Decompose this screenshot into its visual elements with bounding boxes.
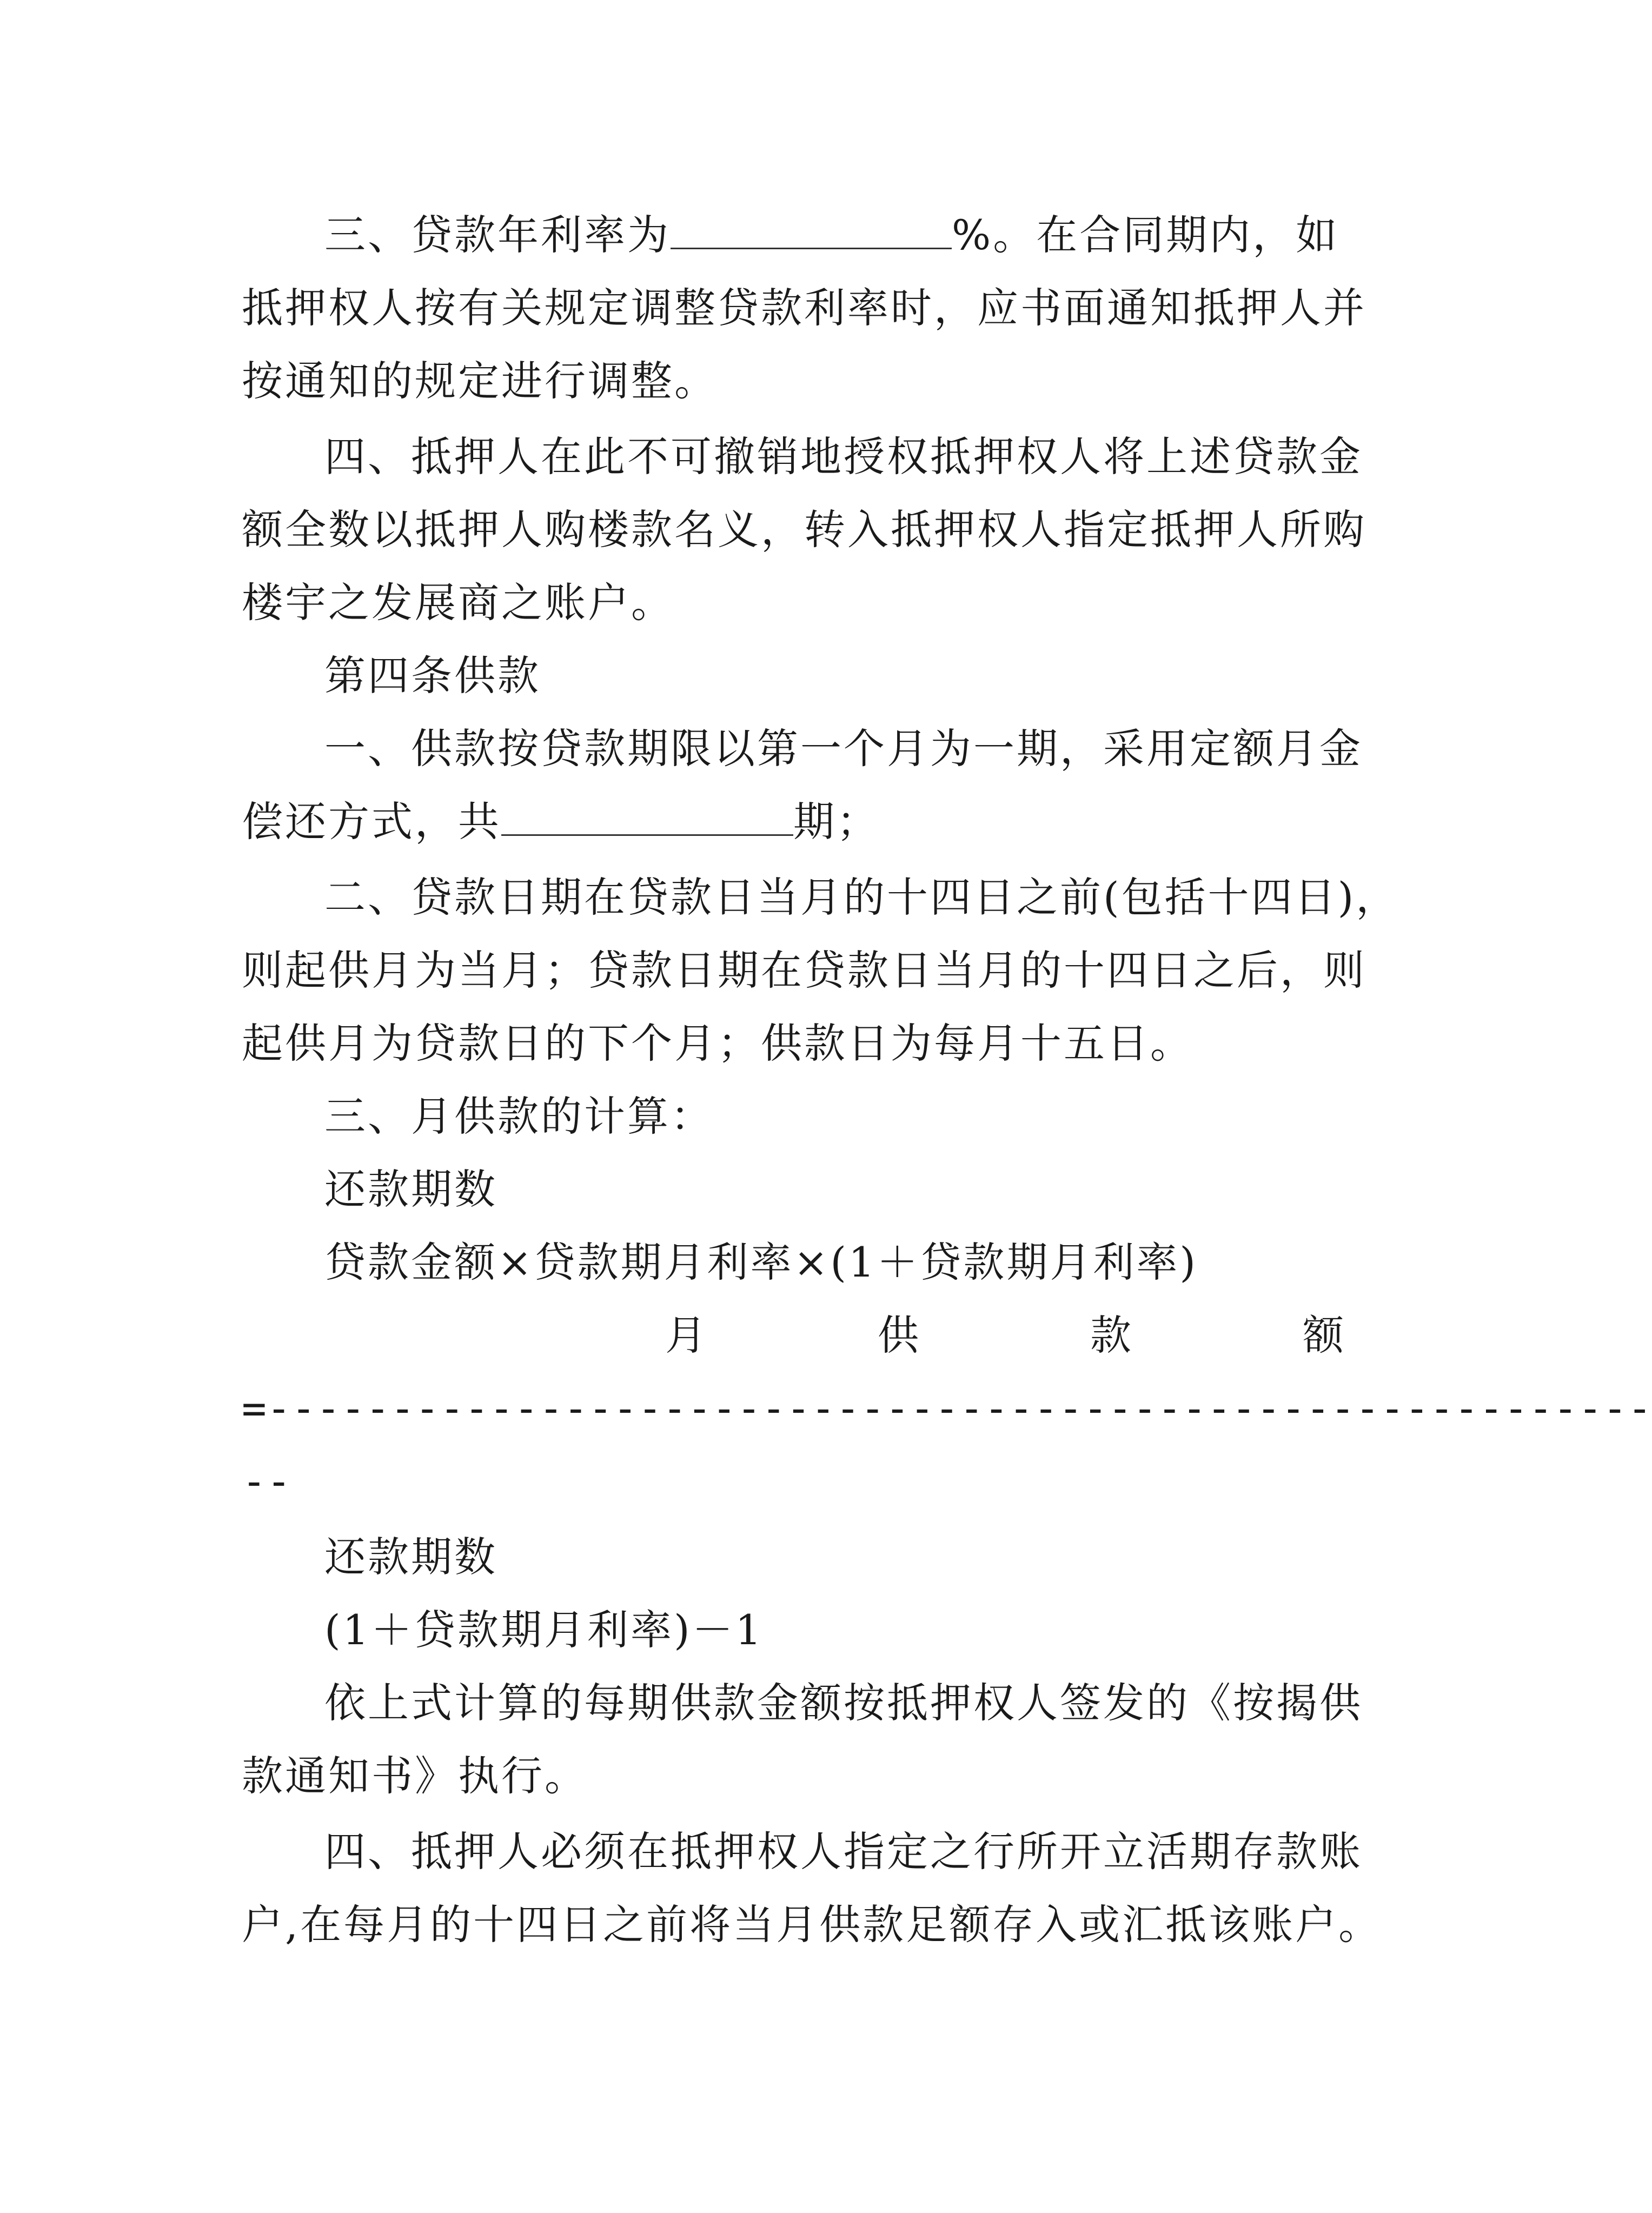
formula-exponent-2: 还款期数 xyxy=(324,1533,497,1581)
paragraph-start-month-line-3: 起供月为贷款日的下个月；供款日为每月十五日。 xyxy=(242,1019,1193,1067)
paragraph-account-line-2: 户,在每月的十四日之前将当月供款足额存入或汇抵该账户。 xyxy=(242,1900,1382,1949)
formula-fraction-bar-tail: -- xyxy=(242,1457,291,1505)
installment-count-blank[interactable] xyxy=(501,796,793,836)
paragraph-interest-rate-line-2: 抵押权人按有关规定调整贷款利率时，应书面通知抵押人并 xyxy=(242,284,1366,332)
text: %。在合同期内，如 xyxy=(952,211,1339,259)
paragraph-start-month-line-1: 二、贷款日期在贷款日当月的十四日之前(包括十四日)， xyxy=(324,873,1399,921)
interest-rate-blank[interactable] xyxy=(671,210,952,249)
formula-fraction-bar: =-------------------------------------------------------- xyxy=(242,1384,1652,1432)
paragraph-installment-line-2 xyxy=(242,795,1345,849)
paragraph-calculation: 三、月供款的计算： xyxy=(324,1092,714,1140)
formula-exponent-1: 还款期数 xyxy=(324,1165,497,1213)
paragraph-account-line-1: 四、抵押人必须在抵押权人指定之行所开立活期存款账 xyxy=(324,1827,1363,1876)
paragraph-interest-rate-line-3: 按通知的规定进行调整。 xyxy=(242,357,718,405)
formula-denominator: (1＋贷款期月利率)－1 xyxy=(324,1606,764,1654)
text: 偿还方式，共 xyxy=(242,798,501,846)
formula-label-char: 供 xyxy=(878,1311,919,1359)
paragraph-notice-line-1: 依上式计算的每期供款金额按抵押权人签发的《按揭供 xyxy=(324,1679,1363,1727)
paragraph-authorization-line-2: 额全数以抵押人购楼款名义，转入抵押权人指定抵押人所购 xyxy=(242,506,1366,554)
formula-label-char: 额 xyxy=(1303,1311,1344,1359)
formula-label-char: 月 xyxy=(665,1311,706,1359)
paragraph-authorization-line-3: 楼宇之发展商之账户。 xyxy=(242,579,674,627)
paragraph-notice-line-2: 款通知书》执行。 xyxy=(242,1752,588,1800)
paragraph-installment-line-1: 一、供款按贷款期限以第一个月为一期，采用定额月金 xyxy=(324,725,1363,773)
formula-label-monthly-payment xyxy=(665,1308,1344,1363)
section-heading: 第四条供款 xyxy=(324,652,541,700)
paragraph-interest-rate-line-1 xyxy=(324,208,1352,262)
text: 期； xyxy=(793,798,880,846)
formula-label-char: 款 xyxy=(1090,1311,1131,1359)
text: 三、贷款年利率为 xyxy=(324,211,671,259)
formula-numerator: 贷款金额×贷款期月利率×(1＋贷款期月利率) xyxy=(324,1238,1198,1286)
paragraph-start-month-line-2: 则起供月为当月；贷款日期在贷款日当月的十四日之后，则 xyxy=(242,946,1366,994)
paragraph-authorization-line-1: 四、抵押人在此不可撤销地授权抵押权人将上述贷款金 xyxy=(324,433,1363,481)
